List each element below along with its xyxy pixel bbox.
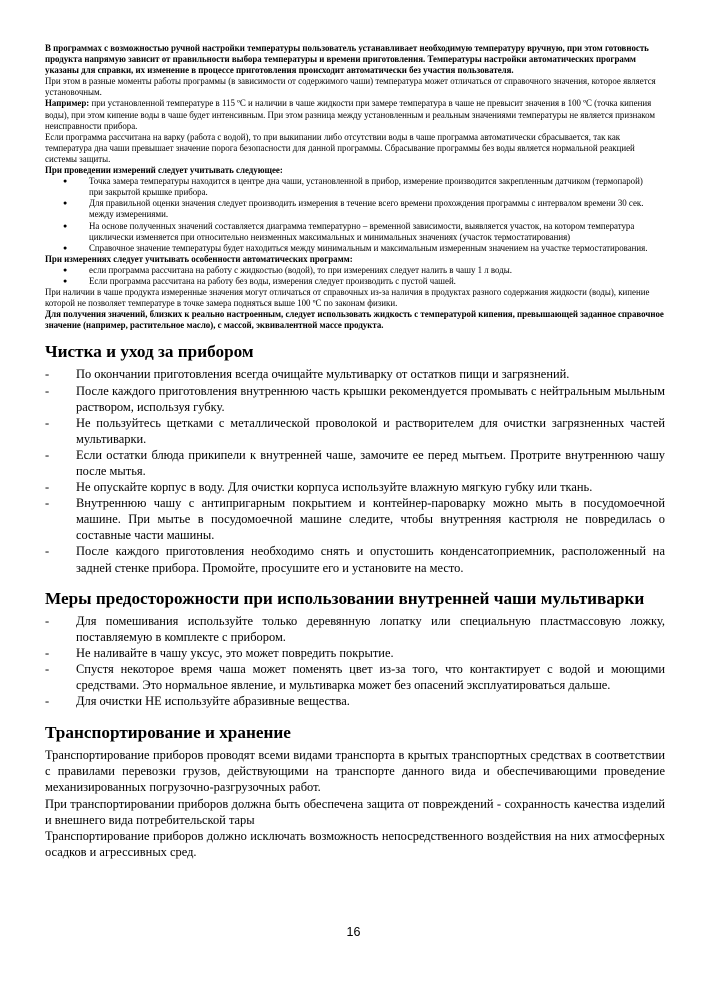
intro-paragraph-1: При этом в разные моменты работы программы (в зависимости от содержимого чаши) температура может отличаться от справочного значения, которое является установочным. [45,76,656,98]
transport-heading: Транспортирование и хранение [45,723,291,743]
list-item: - Внутреннюю чашу с антипригарным покрытием и контейнер-пароварку можно мыть в посудомоечной машине. При мытье в посудомоечной машине следите, чтобы внутренняя кастрюля не повредилась о составные части машины. [45,495,665,543]
precautions-list [45,613,665,710]
list-item: - Спустя некоторое время чаша может поменять цвет из-за того, что контактирует с водой и моющими средствами. Это нормальное явление, и мультиварка может без опасений эксплуатироваться дальше. [45,661,665,693]
list-item: ● Точка замера температуры находится в центре дна чаши, установленной в прибор, измерение производится закрепленным датчиком (термопарой) при закрытой крышке прибора. [45,176,665,198]
transport-paragraph: Транспортирование приборов проводят всеми видами транспорта в крытых транспортных средствах в соответствии с правилами перевозки грузов, действующими на транспорте данного вида и обеспечивающими проведение механизированных погрузочно-разгрузочных работ. [45,748,665,795]
intro-paragraph-3: Если программа рассчитана на варку (работа с водой), то при выкипании либо отсутствии воды в чаше программа автоматически сбрасывается, так как температура дна чаши превышает значение порога безопасности для данной программы. Сбрасывание программы без воды является нормальной реакцией системы защиты. [45,131,635,164]
cleaning-list [45,366,665,575]
transport-paragraph: При транспортировании приборов должна быть обеспечена защита от повреждений - сохранность качества изделий и внешнего вида потребительской тары [45,796,665,827]
intro-bold-conclusion: Для получения значений, близких к реально настроенным, следует использовать жидкость с температурой кипения, превышающей заданное справочное значение (например, растительное масло), с массой, эквивалентной массе продукта. [45,309,664,331]
auto-programs-list [45,265,665,287]
list-item: - Не наливайте в чашу уксус, это может повредить покрытие. [45,645,665,661]
list-item: - По окончании приготовления всегда очищайте мультиварку от остатков пищи и загрязнений. [45,366,665,382]
list-item: ● Если программа рассчитана на работу без воды, измерения следует производить с пустой чашей. [45,276,665,287]
measurement-list [45,176,665,254]
list-item: ● Справочное значение температуры будет находиться между минимальным и максимальным измеренным значением на участке термостатирования. [45,243,665,254]
list-item: - Не опускайте корпус в воду. Для очистки корпуса используйте влажную мягкую губку или ткань. [45,479,665,495]
example-text: при установленной температуре в 115 ºС и наличии в чаше жидкости при замере температура в чаше не превысит значения в 100 ºС (точка кипения воды), при этом кипение воды в чаше будет интенсивным. При этом разница между установленным и реальным значениями температуры не является признаком неисправности прибора. [45,98,656,131]
transport-body [45,747,665,860]
cleaning-heading: Чистка и уход за прибором [45,342,254,362]
intro-paragraph-4: При наличии в чаше продукта измеренные значения могут отличаться от справочных из-за наличия в продуктах разного содержания жидкости (воды), кипение которой не позволяет температуре в точке замера подняться выше 100 ºС по законам физики. [45,287,650,309]
document-page [45,43,665,860]
list-item: ● Для правильной оценки значения следует производить измерения в течение всего времени прохождения программы с интервалом времени 30 сек. между измерениями. [45,198,665,220]
page-number: 16 [346,925,361,939]
list-item: - Для помешивания используйте только деревянную лопатку или специальную пластмассовую ложку, поставляемую в комплекте с прибором. [45,613,665,645]
list-item: ● На основе полученных значений составляется диаграмма температурно – временной зависимости, выявляется участок, на котором температура циклически изменяется при относительно неизменных максимальных и минимальных значениях (участок термостатирования) [45,221,665,243]
list-item: - После каждого приготовления необходимо снять и опустошить конденсатоприемник, расположенный на задней стенке прибора. Промойте, просушите его и установите на место. [45,543,665,575]
precautions-heading: Меры предосторожности при использовании внутренней чаши мультиварки [45,588,645,608]
list-item: - Не пользуйтесь щетками с металлической проволокой и растворителем для очистки загрязненных частей мультиварки. [45,415,665,447]
temperature-notes [45,43,665,331]
measurement-heading: При проведении измерений следует учитывать следующее: [45,165,283,176]
list-item: - Если остатки блюда прикипели к внутренней чаше, замочите ее перед мытьем. Протрите внутреннюю чашу после мытья. [45,447,665,479]
transport-paragraph: Транспортирование приборов должно исключать возможность непосредственного воздействия на них атмосферных осадков и агрессивных сред. [45,828,665,859]
list-item: ● если программа рассчитана на работу с жидкостью (водой), то при измерениях следует налить в чашу 1 л воды. [45,265,665,276]
intro-bold-paragraph: В программах с возможностью ручной настройки температуры пользователь устанавливает необходимую температуру вручную, при этом готовность продукта напрямую зависит от правильности выбора температуры и времени приготовления. Температуры настройки автоматических программ указаны для справки, их изменение в процессе приготовления происходит автоматически без участия пользователя. [45,43,649,76]
auto-programs-heading: При измерениях следует учитывать особенности автоматических программ: [45,253,353,264]
example-label: Например: [45,98,90,109]
list-item: - Для очистки НЕ используйте абразивные вещества. [45,693,665,709]
list-item: - После каждого приготовления внутреннюю часть крышки рекомендуется промывать с нейтральным мыльным раствором, используя губку. [45,383,665,415]
intro-paragraph-example [45,98,665,131]
